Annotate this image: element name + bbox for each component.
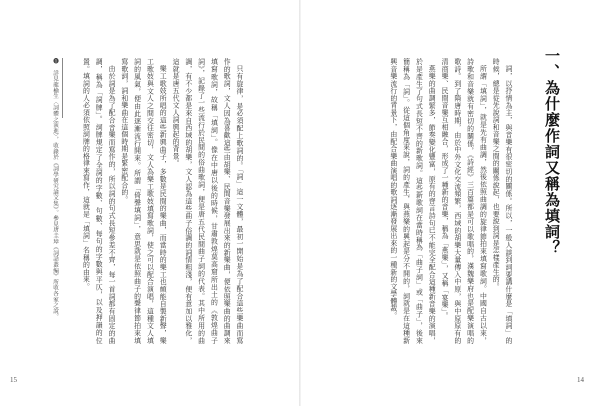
left-page <box>0 0 299 406</box>
paragraph: 只有旋律，是必須配上歌詞的。「詞」這一文體，最初一開始是為了配合這些樂曲而寫作的歌詞，文人因為喜歡這些由胡樂、民間音樂發展出來的新樂曲，便依照樂曲的曲調來填寫歌詞，故稱「填詞」。像在中唐以後的時候，甘肅敦煌莫高窟所出土的《敦煌曲子詞》，記錄了一些流行於民間的俗曲歌詞，便是唐五代民間曲子詞的代表。其中所用的曲調，有不少都是來自西域的胡樂，文人認為這些曲子俗調的詞情粗淺，便有意加以雅化，這就是唐五代文人詞興起的背景。 <box>171 58 243 344</box>
footnote: ❶ 詳見龍榆生〈詞體之演進〉，收錄於《詞學研究論文集》。參見唐圭璋《詞話叢編》所收各家之說。 <box>52 58 58 320</box>
paragraph: 由於詞是為了配合音樂而寫作的，所以詞的句式長短參差不齊，每一首詞都有固定的曲調，稱為「詞牌」。詞牌規定了全詞的字數、句數、每句的字數與平仄，以及押韻的位置。填詞的人必須依照詞牌的格律來寫作，這就是「填詞」名稱的由來。 <box>81 58 116 344</box>
right-page-body <box>319 58 514 344</box>
paragraph: 所謂「填詞」，就是先有曲調，然後依照曲調的旋律節拍來填寫歌詞。中國自古以來，詩歌和音樂就有密切的關係，《詩經》三百篇都是可以歌唱的，漢魏樂府也是配樂演唱的歌詩。到了隋唐時期，由於中外文化交流頻繁，西域的胡樂大量傳入中原，與中原原有的清商樂、民間音樂互相融合，形成了一種新的音樂，稱為「燕樂」，又稱「宴樂」。 <box>440 58 487 344</box>
chapter-title: 一、為什麼作詞又稱為填詞？ <box>543 48 561 256</box>
paragraph: 樂工歌妓所唱的這些新興曲子，多數是民間的樂曲，而當時的樂工也頗能自製新聲，樂工歌妓與文人之間交往密切，文人為樂工歌妓填寫歌詞，使之可以配合演唱，這種文人填詞的風氣，便由此逐漸流行開來。所謂「倚聲填詞」，意思就是依照曲子的聲律節拍來填寫歌詞，詞和樂曲在這個時期是緊密配合的。 <box>119 58 167 344</box>
footnote-rule <box>62 58 63 118</box>
paragraph: 燕樂的曲調繁多，節奏變化豐富，原有的齊言詩句已不能完全配合這種新音樂的演唱，於是產生了句式長短不齊的新歌詞。這些新歌詞在當時稱為「曲子詞」或「曲子」，後來簡稱為「詞」。從這個角度來說，詞的產生，與燕樂的興起是分不開的，詞就是在這種新興音樂流行的背景下，由配合樂曲演唱的歌詞逐漸發展出來的一種新的文學體裁。 <box>388 58 436 344</box>
right-page <box>301 0 600 406</box>
left-page-body <box>51 58 245 344</box>
paragraph: 詞，以抒情為主，與音樂有很密切的關係。所以，一般人談到詞要講什麼是「填詞」的時候，總是從先說詞和音樂之間的關係說起，也要說到詞是怎樣產生的。 <box>491 58 512 344</box>
page-number-right: 14 <box>577 376 584 384</box>
page-number-left: 15 <box>10 376 17 384</box>
